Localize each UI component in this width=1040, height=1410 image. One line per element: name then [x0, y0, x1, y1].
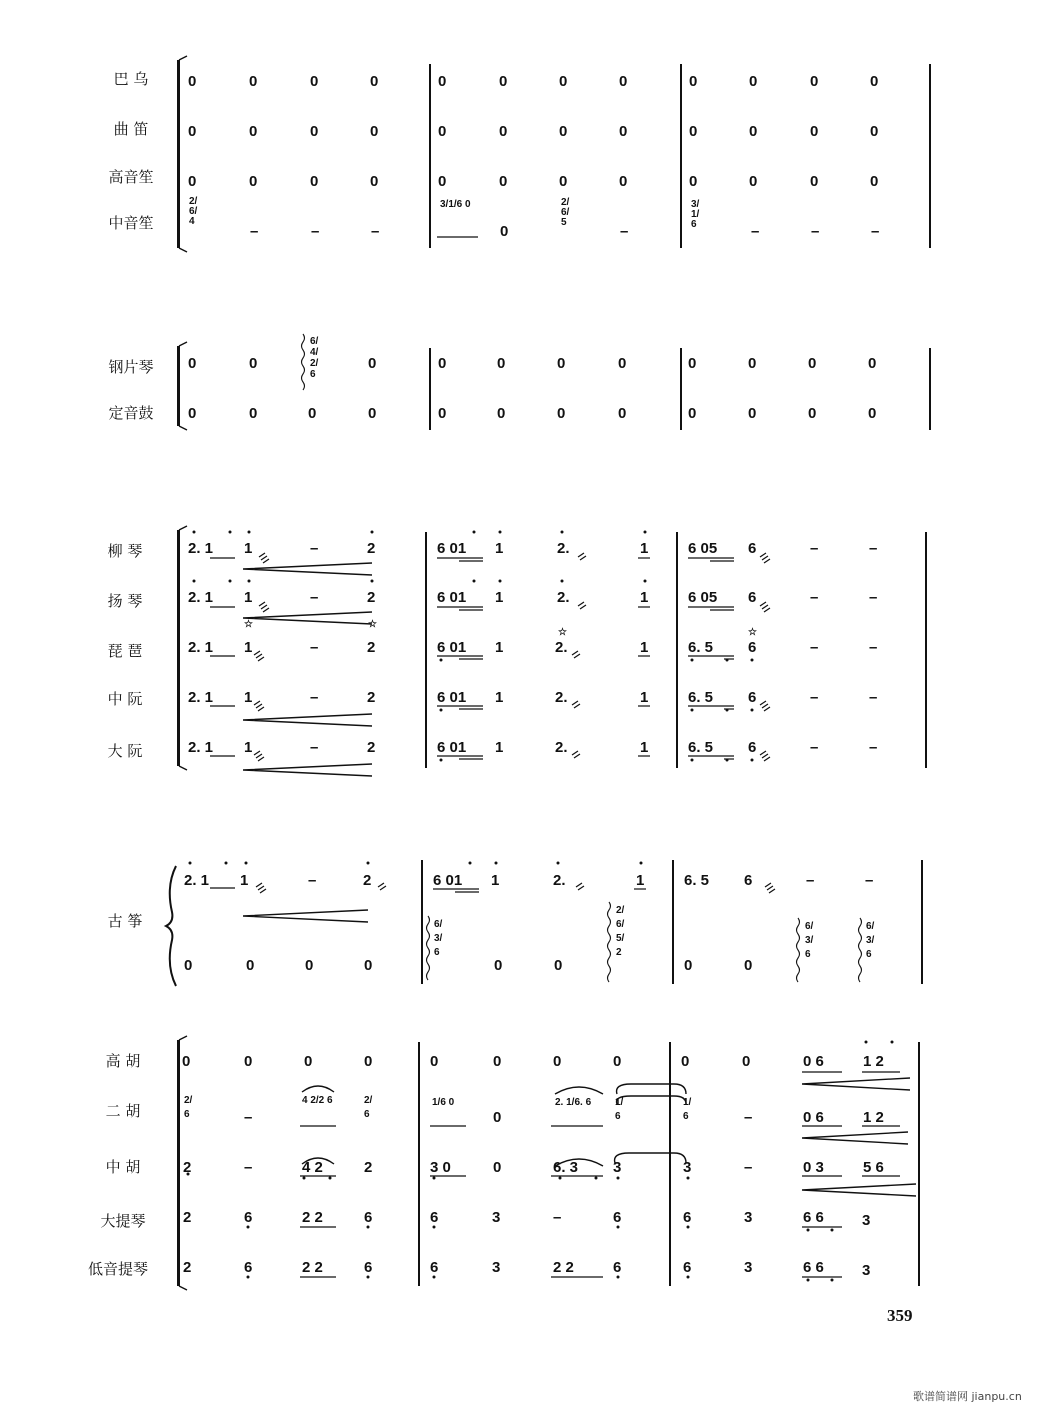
instrument-label-qudi: 曲 笛 — [113, 120, 149, 138]
instrument-label-pipa: 琵 琶 — [107, 642, 143, 660]
instrument-label-gangpianqin: 钢片琴 — [108, 358, 154, 376]
harmonic-mark: ☆ — [368, 619, 377, 630]
arpeggio — [859, 918, 862, 982]
instrument-label-erhu: 二 胡 — [105, 1102, 141, 1120]
instrument-label-diyintiqin: 低音提琴 — [87, 1260, 148, 1278]
guzheng-brace — [166, 866, 176, 986]
hairpin — [243, 910, 368, 922]
tie — [615, 1153, 686, 1163]
hairpin — [802, 1184, 916, 1196]
instrument-label-zhonghu: 中 胡 — [105, 1158, 141, 1176]
instrument-label-bawu: 巴 乌 — [113, 70, 149, 88]
instrument-label-datiqin: 大提琴 — [100, 1212, 146, 1230]
instrument-label-zhongyinsheng: 中音笙 — [108, 214, 154, 232]
arpeggio — [797, 918, 800, 982]
instrument-label-gaoyinsheng: 高音笙 — [108, 168, 154, 186]
tie — [617, 1096, 686, 1104]
instrument-label-yangqin: 扬 琴 — [107, 592, 143, 610]
hairpin — [243, 764, 372, 776]
bracket-curl — [179, 56, 187, 60]
instrument-label-guzheng: 古 筝 — [107, 912, 143, 930]
bracket-curl — [179, 1286, 187, 1290]
arpeggio — [608, 902, 611, 982]
harmonic-mark: ☆ — [244, 619, 253, 630]
harmonic-mark: ☆ — [558, 627, 567, 638]
instrument-label-daruan: 大 阮 — [107, 742, 143, 760]
bracket-curl — [179, 426, 187, 430]
bracket-curl — [179, 1036, 187, 1040]
instrument-label-gaohu: 高 胡 — [105, 1052, 141, 1070]
arpeggio — [302, 334, 305, 390]
bracket-curl — [179, 526, 187, 530]
slur — [302, 1086, 334, 1092]
arpeggio — [427, 916, 430, 980]
slur — [555, 1087, 603, 1094]
watermark: 歌谱简谱网 jianpu.cn — [913, 1390, 1022, 1403]
page-number: 359 — [887, 1306, 913, 1325]
hairpin — [802, 1132, 908, 1144]
tie — [617, 1084, 686, 1094]
bracket-curl — [179, 248, 187, 252]
instrument-label-dingyingu: 定音鼓 — [108, 404, 154, 422]
bracket-curl — [179, 342, 187, 346]
hairpin — [243, 612, 372, 624]
bracket-curl — [179, 766, 187, 770]
hairpin — [243, 563, 372, 575]
harmonic-mark: ☆ — [748, 627, 757, 638]
hairpin — [802, 1078, 910, 1090]
hairpin — [243, 714, 372, 726]
instrument-label-zhongruan: 中 阮 — [107, 690, 143, 708]
instrument-label-liuqin: 柳 琴 — [107, 542, 143, 560]
